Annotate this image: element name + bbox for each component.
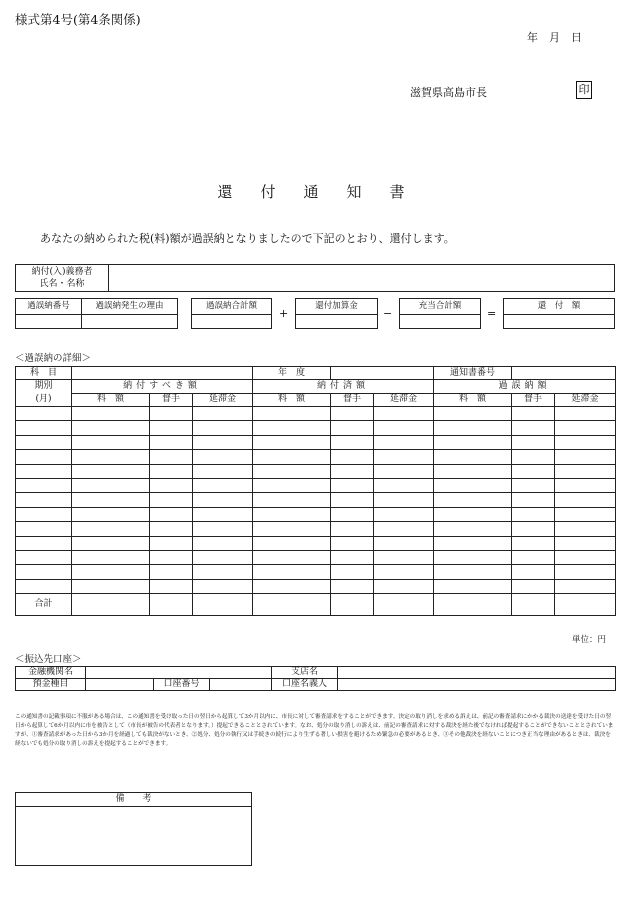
detail-cell[interactable] xyxy=(555,579,616,593)
detail-cell[interactable] xyxy=(150,536,193,550)
detail-cell[interactable] xyxy=(72,478,150,492)
detail-cell[interactable] xyxy=(16,435,72,449)
detail-cell[interactable] xyxy=(253,435,331,449)
total-cell[interactable] xyxy=(193,594,253,616)
form-number: 様式第4号(第4条関係) xyxy=(15,12,141,27)
col-reminder-fee: 督手 xyxy=(331,393,374,407)
remarks-field[interactable] xyxy=(16,807,251,866)
payer-label-line2: 氏名・名称 xyxy=(39,279,85,289)
mayor-name: 滋賀県高島市長 xyxy=(410,86,487,99)
date-label: 年 月 日 xyxy=(527,31,582,44)
detail-cell[interactable] xyxy=(72,536,150,550)
total-cell[interactable] xyxy=(434,594,512,616)
detail-cell[interactable] xyxy=(555,522,616,536)
period-header-line2: (月) xyxy=(35,394,52,404)
detail-cell[interactable] xyxy=(331,550,374,564)
detail-table xyxy=(15,366,616,616)
detail-cell[interactable] xyxy=(555,421,616,435)
detail-cell[interactable] xyxy=(374,565,434,579)
total-label: 合計 xyxy=(16,594,72,616)
account-number-field[interactable] xyxy=(210,679,272,691)
detail-cell[interactable] xyxy=(555,450,616,464)
document-title: 還付通知書 xyxy=(217,183,433,201)
detail-cell[interactable] xyxy=(253,421,331,435)
col-amount: 料 額 xyxy=(72,393,150,407)
col-late-fee: 延滞金 xyxy=(193,393,253,407)
detail-cell[interactable] xyxy=(253,565,331,579)
detail-cell[interactable] xyxy=(331,536,374,550)
detail-cell[interactable] xyxy=(512,522,555,536)
bank-heading: ＜振込先口座＞ xyxy=(15,654,82,665)
detail-row xyxy=(16,536,616,550)
minus-sign: − xyxy=(383,307,393,320)
detail-cell[interactable] xyxy=(512,464,555,478)
account-number-label: 口座番号 xyxy=(154,679,210,691)
added-amount-label: 還付加算金 xyxy=(296,299,377,315)
detail-cell[interactable] xyxy=(253,550,331,564)
intro-text: あなたの納められた税(料)額が過誤納となりましたので下記のとおり、還付します。 xyxy=(40,232,455,245)
detail-cell[interactable] xyxy=(16,507,72,521)
detail-cell[interactable] xyxy=(72,450,150,464)
equals-sign: = xyxy=(487,307,497,320)
detail-cell[interactable] xyxy=(331,464,374,478)
detail-cell[interactable] xyxy=(72,407,150,421)
detail-cell[interactable] xyxy=(150,421,193,435)
seal-stamp: 印 xyxy=(576,81,592,99)
detail-cell[interactable] xyxy=(512,435,555,449)
detail-cell[interactable] xyxy=(253,493,331,507)
detail-cell[interactable] xyxy=(193,579,253,593)
detail-cell[interactable] xyxy=(16,536,72,550)
period-header xyxy=(16,380,72,407)
reason-label: 過誤納発生の理由 xyxy=(82,299,177,315)
detail-cell[interactable] xyxy=(253,450,331,464)
detail-cell[interactable] xyxy=(16,565,72,579)
detail-cell[interactable] xyxy=(150,579,193,593)
detail-cell[interactable] xyxy=(193,507,253,521)
remarks-box xyxy=(15,792,252,866)
bank-table xyxy=(15,666,616,691)
col-amount: 料 額 xyxy=(434,393,512,407)
detail-cell[interactable] xyxy=(374,507,434,521)
detail-cell[interactable] xyxy=(512,450,555,464)
detail-cell[interactable] xyxy=(374,450,434,464)
detail-cell[interactable] xyxy=(16,464,72,478)
detail-cell[interactable] xyxy=(150,478,193,492)
detail-cell[interactable] xyxy=(150,435,193,449)
detail-cell[interactable] xyxy=(512,493,555,507)
detail-cell[interactable] xyxy=(253,464,331,478)
detail-cell[interactable] xyxy=(72,507,150,521)
detail-cell[interactable] xyxy=(253,407,331,421)
detail-body xyxy=(16,407,616,594)
detail-cell[interactable] xyxy=(150,550,193,564)
applied-total-box xyxy=(399,298,481,329)
detail-cell[interactable] xyxy=(193,536,253,550)
detail-row xyxy=(16,435,616,449)
detail-cell[interactable] xyxy=(253,536,331,550)
fiscal-year-field[interactable] xyxy=(331,367,434,380)
detail-cell[interactable] xyxy=(72,522,150,536)
detail-cell[interactable] xyxy=(374,493,434,507)
added-amount-box xyxy=(295,298,378,329)
detail-cell[interactable] xyxy=(193,450,253,464)
detail-cell[interactable] xyxy=(253,507,331,521)
detail-cell[interactable] xyxy=(374,435,434,449)
detail-cell[interactable] xyxy=(193,550,253,564)
detail-cell[interactable] xyxy=(193,493,253,507)
detail-cell[interactable] xyxy=(555,550,616,564)
detail-cell[interactable] xyxy=(150,493,193,507)
detail-cell[interactable] xyxy=(434,507,512,521)
remarks-label: 備 考 xyxy=(16,793,251,807)
total-cell[interactable] xyxy=(555,594,616,616)
plus-sign: + xyxy=(279,307,289,320)
branch-field[interactable] xyxy=(338,667,616,679)
detail-cell[interactable] xyxy=(193,435,253,449)
overpay-total-label: 過誤納合計額 xyxy=(192,299,271,315)
payer-box xyxy=(15,264,615,292)
total-cell[interactable] xyxy=(512,594,555,616)
detail-cell[interactable] xyxy=(374,522,434,536)
overpay-number-label: 過誤納番号 xyxy=(16,299,81,315)
detail-cell[interactable] xyxy=(434,464,512,478)
branch-label: 支店名 xyxy=(272,667,338,679)
detail-cell[interactable] xyxy=(72,550,150,564)
detail-cell[interactable] xyxy=(193,565,253,579)
detail-cell[interactable] xyxy=(72,565,150,579)
detail-cell[interactable] xyxy=(193,478,253,492)
detail-cell[interactable] xyxy=(16,478,72,492)
detail-row xyxy=(16,579,616,593)
detail-cell[interactable] xyxy=(16,407,72,421)
detail-row xyxy=(16,522,616,536)
detail-cell[interactable] xyxy=(555,536,616,550)
period-header-line1: 期別 xyxy=(34,381,53,391)
detail-cell[interactable] xyxy=(16,493,72,507)
detail-cell[interactable] xyxy=(331,565,374,579)
group-header-paid: 納付済額 xyxy=(253,380,434,394)
detail-cell[interactable] xyxy=(331,493,374,507)
detail-cell[interactable] xyxy=(512,421,555,435)
detail-cell[interactable] xyxy=(555,507,616,521)
deposit-type-label: 預金種目 xyxy=(16,679,86,691)
detail-cell[interactable] xyxy=(512,507,555,521)
detail-cell[interactable] xyxy=(434,550,512,564)
detail-cell[interactable] xyxy=(555,407,616,421)
detail-cell[interactable] xyxy=(512,478,555,492)
detail-cell[interactable] xyxy=(512,550,555,564)
detail-cell[interactable] xyxy=(374,478,434,492)
detail-cell[interactable] xyxy=(434,435,512,449)
detail-cell[interactable] xyxy=(434,565,512,579)
institution-field[interactable] xyxy=(86,667,272,679)
detail-cell[interactable] xyxy=(374,536,434,550)
detail-cell[interactable] xyxy=(434,493,512,507)
detail-cell[interactable] xyxy=(150,464,193,478)
detail-cell[interactable] xyxy=(434,478,512,492)
detail-cell[interactable] xyxy=(434,536,512,550)
detail-cell[interactable] xyxy=(555,435,616,449)
col-late-fee: 延滞金 xyxy=(374,393,434,407)
detail-cell[interactable] xyxy=(331,407,374,421)
holder-field[interactable] xyxy=(338,679,616,691)
detail-cell[interactable] xyxy=(512,565,555,579)
total-cell[interactable] xyxy=(331,594,374,616)
detail-cell[interactable] xyxy=(16,522,72,536)
deposit-type-field[interactable] xyxy=(86,679,154,691)
notice-number-header: 通知書番号 xyxy=(434,367,512,380)
detail-cell[interactable] xyxy=(193,421,253,435)
total-cell[interactable] xyxy=(72,594,150,616)
detail-cell[interactable] xyxy=(72,421,150,435)
fiscal-year-header: 年 度 xyxy=(253,367,331,380)
detail-cell[interactable] xyxy=(150,450,193,464)
detail-cell[interactable] xyxy=(331,507,374,521)
payer-name-field[interactable] xyxy=(109,265,614,291)
detail-row xyxy=(16,464,616,478)
detail-row xyxy=(16,478,616,492)
detail-cell[interactable] xyxy=(331,421,374,435)
detail-cell[interactable] xyxy=(512,407,555,421)
detail-cell[interactable] xyxy=(374,550,434,564)
detail-cell[interactable] xyxy=(193,522,253,536)
detail-cell[interactable] xyxy=(331,522,374,536)
detail-cell[interactable] xyxy=(555,565,616,579)
refund-amount-label: 還 付 額 xyxy=(504,299,614,315)
detail-row xyxy=(16,421,616,435)
detail-row xyxy=(16,507,616,521)
total-cell[interactable] xyxy=(253,594,331,616)
detail-cell[interactable] xyxy=(16,579,72,593)
detail-row xyxy=(16,493,616,507)
group-header-overpaid: 過誤納額 xyxy=(434,380,616,394)
detail-cell[interactable] xyxy=(434,407,512,421)
subject-field[interactable] xyxy=(72,367,253,380)
detail-cell[interactable] xyxy=(72,435,150,449)
detail-cell[interactable] xyxy=(150,565,193,579)
detail-cell[interactable] xyxy=(193,407,253,421)
institution-label: 金融機関名 xyxy=(16,667,86,679)
reason-box xyxy=(81,298,178,329)
detail-cell[interactable] xyxy=(434,579,512,593)
detail-cell[interactable] xyxy=(374,421,434,435)
total-cell[interactable] xyxy=(374,594,434,616)
detail-row xyxy=(16,407,616,421)
overpay-total-box xyxy=(191,298,272,329)
subject-header: 科 目 xyxy=(16,367,72,380)
detail-cell[interactable] xyxy=(331,450,374,464)
detail-cell[interactable] xyxy=(253,478,331,492)
detail-cell[interactable] xyxy=(512,536,555,550)
detail-cell[interactable] xyxy=(72,579,150,593)
holder-label: 口座名義人 xyxy=(272,679,338,691)
detail-cell[interactable] xyxy=(331,478,374,492)
detail-cell[interactable] xyxy=(434,450,512,464)
refund-amount-box xyxy=(503,298,615,329)
detail-cell[interactable] xyxy=(555,478,616,492)
detail-row xyxy=(16,550,616,564)
col-late-fee: 延滞金 xyxy=(555,393,616,407)
detail-row xyxy=(16,450,616,464)
detail-cell[interactable] xyxy=(150,522,193,536)
detail-cell[interactable] xyxy=(555,493,616,507)
applied-total-label: 充当合計額 xyxy=(400,299,480,315)
col-amount: 料 額 xyxy=(253,393,331,407)
detail-cell[interactable] xyxy=(555,464,616,478)
detail-cell[interactable] xyxy=(434,522,512,536)
detail-heading: ＜過誤納の詳細＞ xyxy=(15,353,92,364)
group-header-due: 納付すべき額 xyxy=(72,380,253,394)
total-cell[interactable] xyxy=(150,594,193,616)
overpay-number-box xyxy=(15,298,82,329)
detail-cell[interactable] xyxy=(150,407,193,421)
detail-cell[interactable] xyxy=(16,421,72,435)
notice-number-field[interactable] xyxy=(512,367,616,380)
detail-cell[interactable] xyxy=(374,407,434,421)
detail-cell[interactable] xyxy=(331,435,374,449)
detail-cell[interactable] xyxy=(193,464,253,478)
detail-cell[interactable] xyxy=(253,579,331,593)
detail-cell[interactable] xyxy=(374,464,434,478)
detail-cell[interactable] xyxy=(16,550,72,564)
detail-cell[interactable] xyxy=(72,493,150,507)
detail-cell[interactable] xyxy=(512,579,555,593)
detail-cell[interactable] xyxy=(150,507,193,521)
appeal-notice: この通知書の記載事項に不服がある場合は、この通知書を受け取った日の翌日から起算して3か月以内に、市長に対して審査請求をすることができます。決定の取り消しを求める訴えは、前記の審査請求にかかる裁決の送達を受けた日の翌日から起算して6か月以内に市を被告として（市長が被告の代表者となります。）提起できることとされています。なお、処分の取り消しの訴えは、前記の審査請求に対する裁決を経た後でなければ提起することができないこととされていますが、①審査請求があった日から3か月を経過しても裁決がないとき、②処分、処分の執行又は手続きの続行により生ずる著しい損害を避けるため緊急の必要があるとき、③その他裁決を経ないことにつき正当な理由があるときは、裁決を経ないでも処分の取り消しの訴えを提起することができます。 xyxy=(15,714,614,747)
detail-row xyxy=(16,565,616,579)
detail-cell[interactable] xyxy=(331,579,374,593)
col-reminder-fee: 督手 xyxy=(150,393,193,407)
payer-label xyxy=(16,265,109,292)
detail-cell[interactable] xyxy=(16,450,72,464)
unit-label: 単位：円 xyxy=(572,635,607,645)
detail-cell[interactable] xyxy=(72,464,150,478)
payer-label-line1: 納付(入)義務者 xyxy=(31,267,93,277)
col-reminder-fee: 督手 xyxy=(512,393,555,407)
detail-cell[interactable] xyxy=(253,522,331,536)
detail-cell[interactable] xyxy=(434,421,512,435)
detail-cell[interactable] xyxy=(374,579,434,593)
